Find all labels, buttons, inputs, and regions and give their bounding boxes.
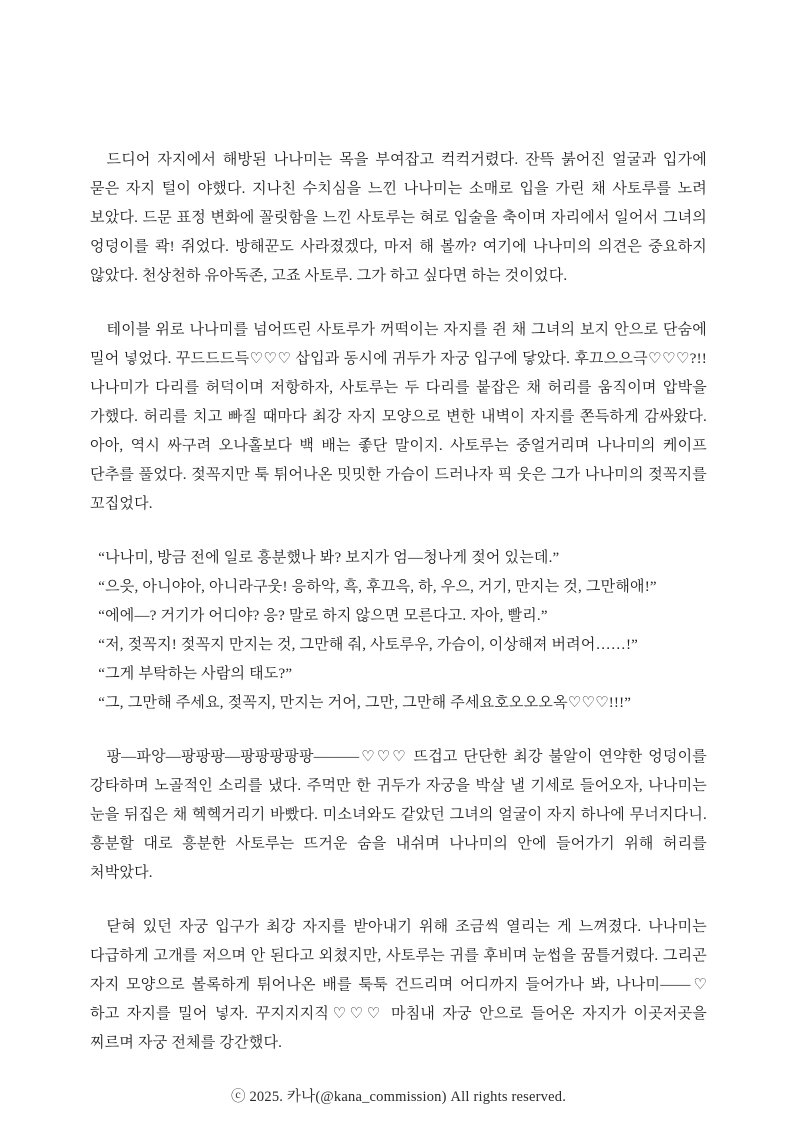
- dialogue-block: [90, 544, 707, 718]
- story-paragraph-3: 팡—파앙—팡팡팡—팡팡팡팡팡———♡♡♡ 뜨겁고 단단한 최강 불알이 연약한 엉덩이를 강타하며 노골적인 소리를 냈다. 주먹만 한 귀두가 자궁을 박살 낼 기세로 들어오자, 나나미는 눈을 뒤집은 채 헥헥거리기 바빴다. 미소녀와도 같았던 그녀의 얼굴이 자지 하나에 무너지다니. 흥분할 대로 흥분한 사토루는 뜨거운 숨을 내쉬며 나나미의 안에 들어가기 위해 허리를 처박았다.: [90, 749, 707, 881]
- dialogue-line-1: “나나미, 방금 전에 일로 흥분했나 봐? 보지가 엄—청나게 젖어 있는데.”: [98, 550, 560, 566]
- dialogue-line-5: “그게 부탁하는 사람의 태도?”: [98, 666, 293, 682]
- dialogue-line-2: “으읏, 아니야아, 아니라구웃! 응하악, 흑, 후끄윽, 하, 우으, 거기, 만지는 것, 그만해애!”: [98, 579, 657, 595]
- story-paragraph-2: 테이블 위로 나나미를 넘어뜨린 사토루가 꺼떡이는 자지를 쥔 채 그녀의 보지 안으로 단숨에 밀어 넣었다. 꾸드드드득♡♡♡ 삽입과 동시에 귀두가 자궁 입구에 닿았다. 후끄으으극♡♡♡?!! 나나미가 다리를 허덕이며 저항하자, 사토루는 두 다리를 붙잡은 채 허리를 움직이며 압박을 가했다. 허리를 치고 빠질 때마다 최강 자지 모양으로 변한 내벽이 자지를 쫀득하게 감싸왔다. 아아, 역시 싸구려 오나홀보다 백 배는 좋단 말이지. 사토루는 중얼거리며 나나미의 케이프 단추를 풀었다. 젖꼭지만 툭 튀어나온 밋밋한 가슴이 드러나자 픽 웃은 그가 나나미의 젖꼭지를 꼬집었다.: [90, 322, 707, 512]
- story-paragraph-4: 닫혀 있던 자궁 입구가 최강 자지를 받아내기 위해 조금씩 열리는 게 느껴졌다. 나나미는 다급하게 고개를 저으며 안 된다고 외쳤지만, 사토루는 귀를 후비며 눈썹을 꿈틀거렸다. 그리곤 자지 모양으로 볼록하게 튀어나온 배를 툭툭 건드리며 어디까지 들어가나 봐, 나나미——♡ 하고 자지를 밀어 넣자. 꾸지지지직♡♡♡ 마침내 자궁 안으로 들어온 자지가 이곳저곳을 찌르며 자궁 전체를 강간했다.: [90, 919, 707, 1051]
- dialogue-line-6: “그, 그만해 주세요, 젖꼭지, 만지는 거어, 그만, 그만해 주세요호오오오옥♡♡♡!!!”: [98, 695, 632, 711]
- copyright-footer: ⓒ 2025. 카나(@kana_commission) All rights reserved.: [230, 1089, 567, 1105]
- page-content: [90, 146, 707, 1112]
- dialogue-line-3: “에에—? 거기가 어디야? 응? 말로 하지 않으면 모른다고. 자아, 빨리.”: [98, 608, 548, 624]
- story-paragraph-1: 드디어 자지에서 해방된 나나미는 목을 부여잡고 컥컥거렸다. 잔뜩 붉어진 얼굴과 입가에 묻은 자지 털이 야했다. 지나친 수치심을 느낀 나나미는 소매로 입을 가린 채 사토루를 노려 보았다. 드문 표정 변화에 꼴릿함을 느낀 사토루는 혀로 입술을 축이며 자리에서 일어서 그녀의 엉덩이를 콱! 쥐었다. 방해꾼도 사라졌겠다, 마저 해 볼까? 여기에 나나미의 의견은 중요하지 않았다. 천상천하 유아독존, 고죠 사토루. 그가 하고 싶다면 하는 것이었다.: [90, 152, 707, 284]
- dialogue-line-4: “저, 젖꼭지! 젖꼭지 만지는 것, 그만해 줘, 사토루우, 가슴이, 이상해져 버려어……!”: [98, 637, 639, 653]
